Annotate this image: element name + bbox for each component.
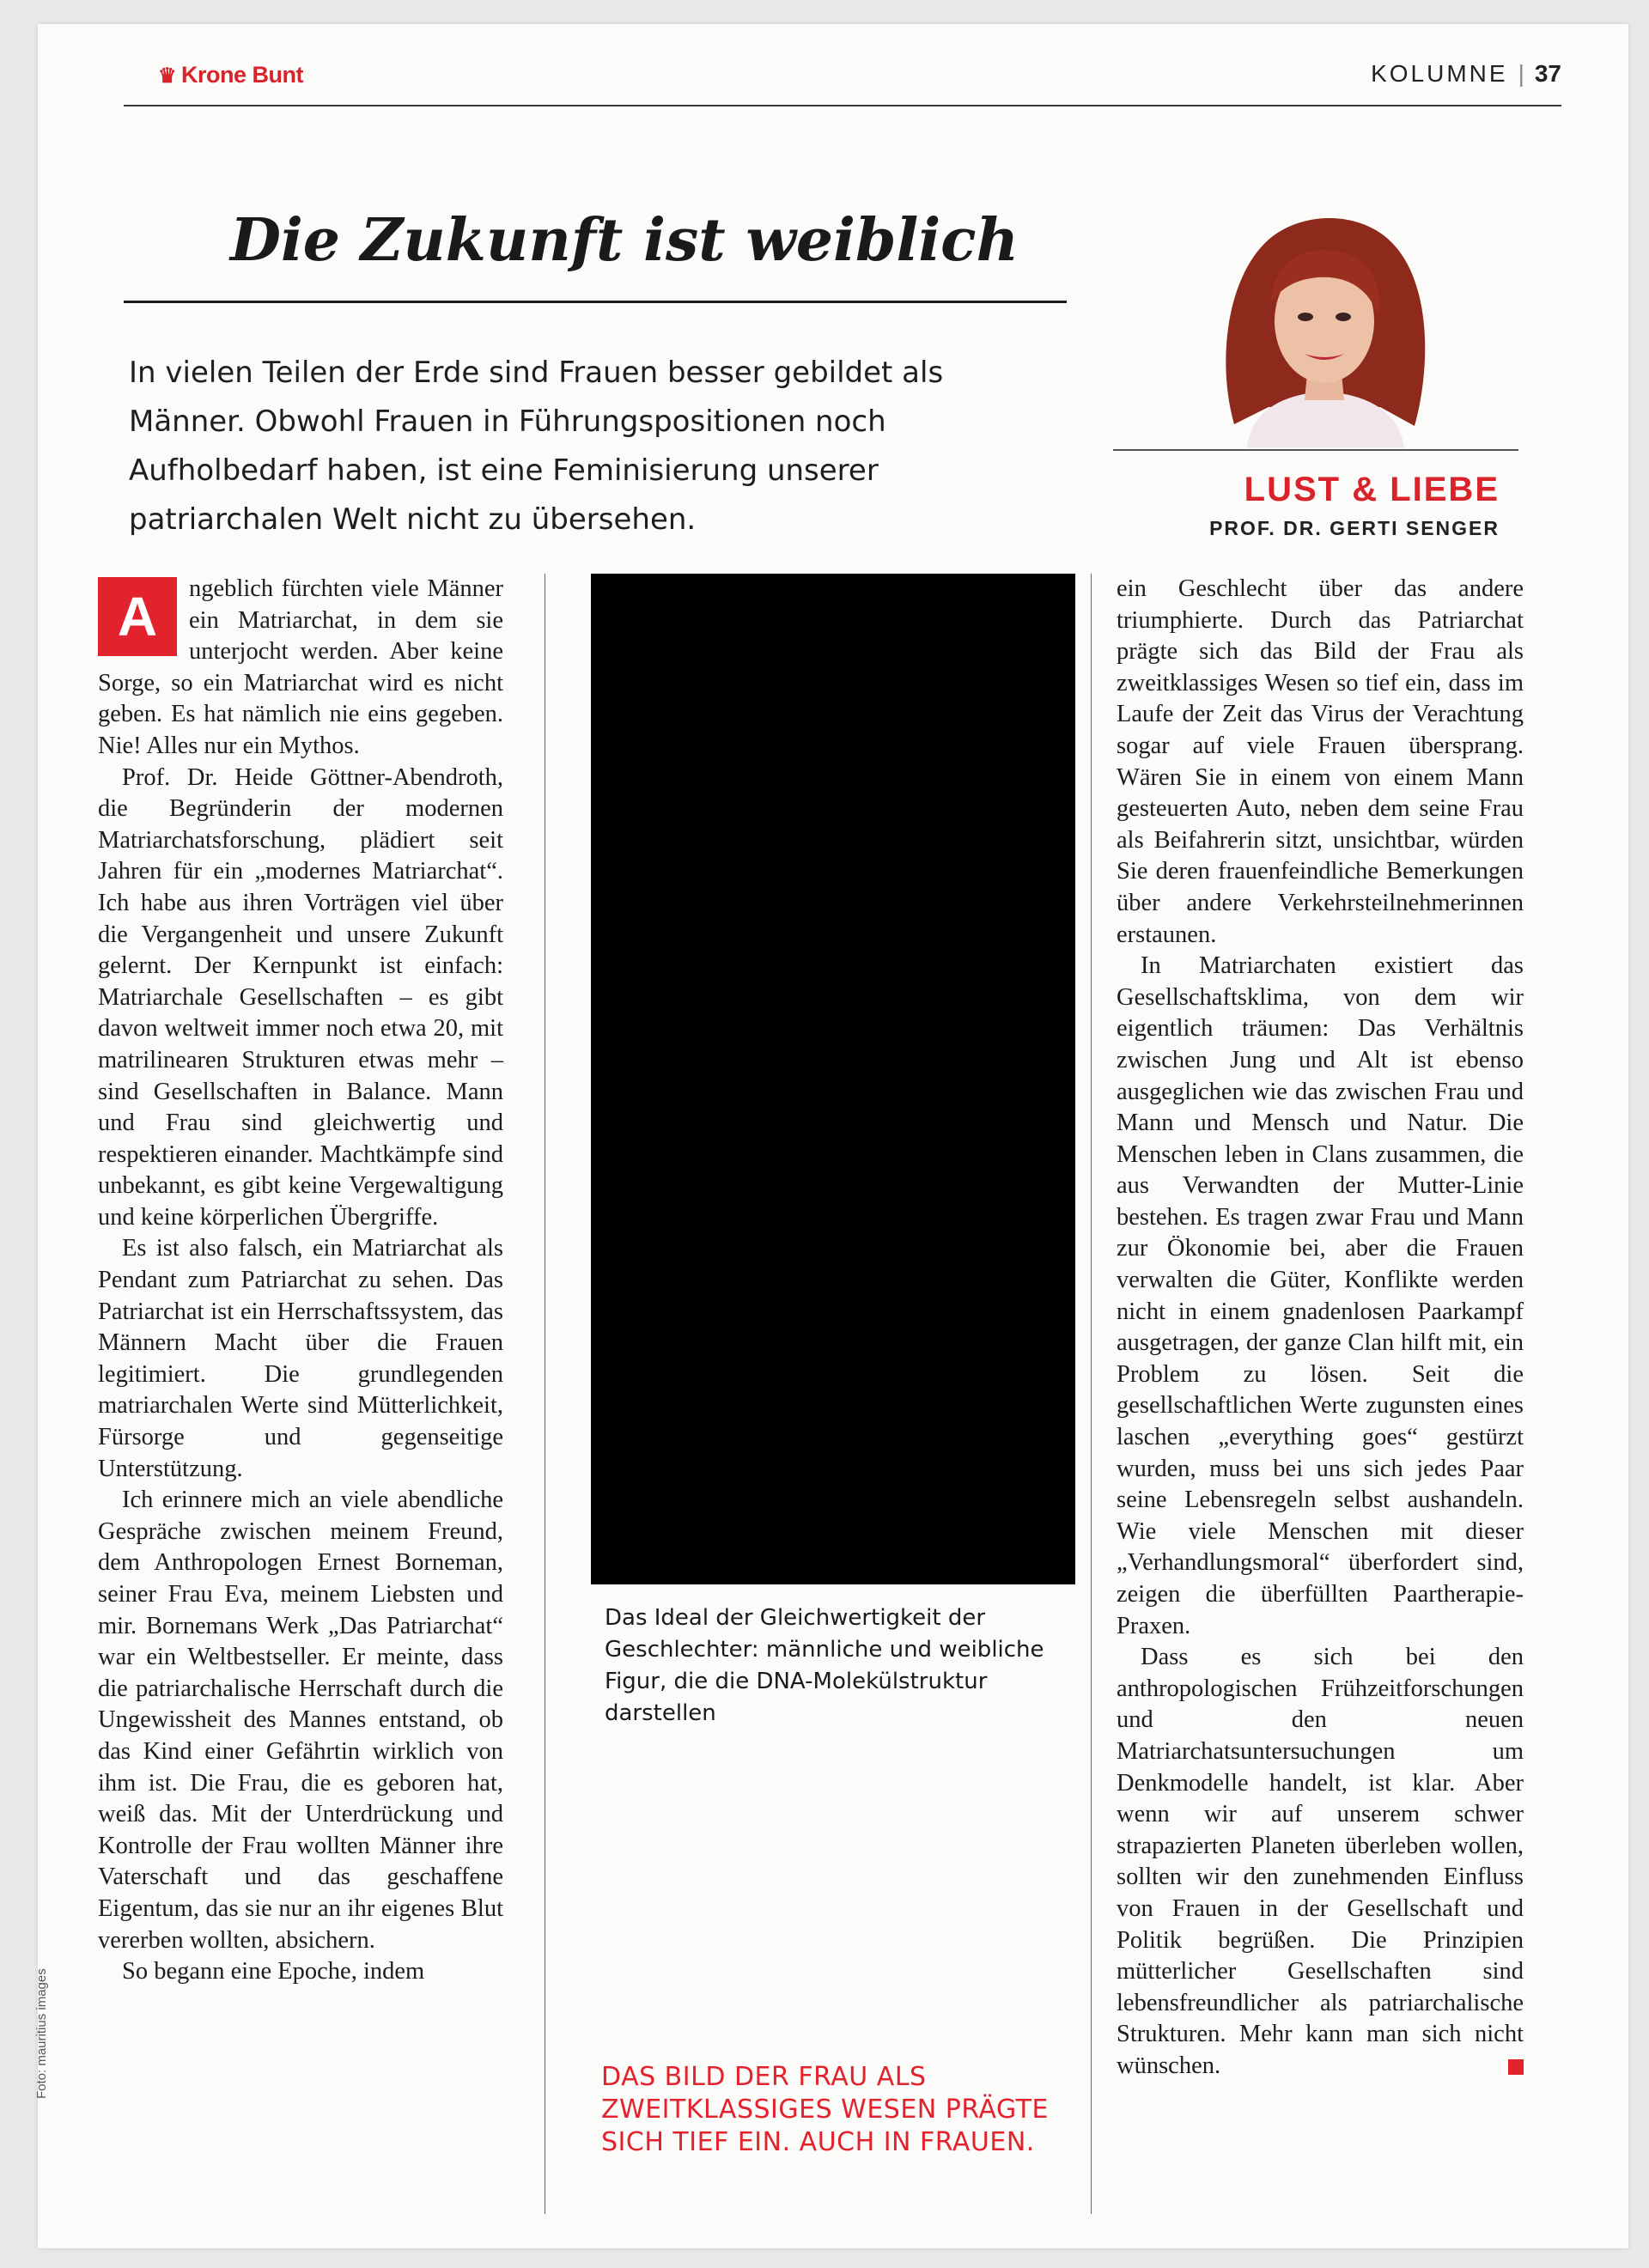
pull-quote: DAS BILD DER FRAU ALS ZWEITKLASSIGES WESEN PRÄGTE SICH TIEF EIN. AUCH IN FRAUEN. <box>601 2062 1049 2157</box>
portrait-illustration <box>1200 201 1449 447</box>
newspaper-page <box>34 24 1628 2248</box>
paragraph: Dass es sich bei den anthropologischen Frühzeitforschungen und den neuen Matriarchatsuntersuchungen um Denkmodelle handelt, ist klar. Aber wenn wir auf unserem schwer strapazierten Planeten überleben wollen, sollten wir den zunehmenden Einfluss von Frauen in der Gesellschaft und Politik begrüßen. Die Prinzipien mütterlicher Gesellschaften sind lebensfreundlicher als patriarchalische Strukturen. Mehr kann man sich nicht wünschen. <box>1117 1644 1524 2079</box>
photo-caption: Das Ideal der Gleichwertigkeit der Geschlechter: männliche und weibliche Figur, die die DNA-Molekülstruktur darstellen <box>605 1605 1044 1726</box>
article-column-3 <box>1117 574 1524 2083</box>
crown-icon: ♛ <box>158 64 177 88</box>
article-lead: In vielen Teilen der Erde sind Frauen besser gebildet als Männer. Obwohl Frauen in Führungspositionen noch Aufholbedarf haben, ist eine Feminisierung unserer patriarchalen Welt nicht zu übersehen. <box>129 356 944 537</box>
paragraph: In Matriarchaten existiert das Gesellschaftsklima, von dem wir eigentlich träumen: Das Verhältnis zwischen Jung und Alt ist ebenso ausgeglichen wie das zwischen Frau und Mann und Mensch und Natur. Die Menschen leben in Clans zusammen, die aus Verwandten der Mutter-Linie bestehen. Es tragen zwar Frau und Mann zur Ökonomie bei, aber die Frauen verwalten die Güter, Konflikte werden nicht in einem gnadenlosen Paarkampf ausgetragen, der ganze Clan hilft mit, ein Problem zu lösen. Seit die gesellschaftlichen Werte zugunsten eines laschen „everything goes“ gestürzt wurden, muss bei uns sich jedes Paar seine Lebensregeln selbst aushandeln. Wie viele Menschen mit dieser „Verhandlungsmoral“ überfordert sind, zeigen die überfüllten Paartherapie-Praxen. <box>1117 952 1524 1639</box>
paragraph: A ngeblich fürchten viele Männer ein Matriarchat, in dem sie unterjocht werden. Aber keine Sorge, so ein Matriarchat wird es nicht geben. Es hat nämlich nie eins gegeben. Nie! Alles nur ein Mythos. <box>98 575 503 759</box>
paragraph: Prof. Dr. Heide Göttner-Abendroth, die Begründerin der modernen Matriarchatsforschung, plädiert seit Jahren für ein „modernes Matriarchat“. Ich habe aus ihren Vorträgen viel über die Vergangenheit und unsere Zukunft gelernt. Der Kernpunkt ist einfach: Matriarchale Gesellschaften – es gibt davon weltweit immer noch etwa 20, mit matrilinearen Strukturen etwas mehr – sind Gesellschaften in Balance. Mann und Frau sind gleichwertig und respektieren einander. Machtkämpfe sind unbekannt, es gibt keine Vergewaltigung und keine körperlichen Übergriffe. <box>98 763 503 1231</box>
paragraph: So begann eine Epoche, indem <box>122 1958 425 1985</box>
portrait-divider <box>1113 449 1518 451</box>
author-portrait <box>1200 201 1449 447</box>
section-name: KOLUMNE <box>1371 60 1508 87</box>
column-divider <box>1091 574 1092 2214</box>
headline-divider <box>124 301 1067 303</box>
paragraph: ein Geschlecht über das andere triumphierte. Durch das Patriarchat prägte sich das Bild der Frau als zweitklassiges Wesen so tief ein, dass im Laufe der Zeit das Virus der Verachtung sogar auf viele Frauen übersprang. Wären Sie in einem von einem Mann gesteuerten Auto, neben dem seine Frau als Beifahrerin sitzt, unsichtbar, würden Sie deren frauenfeindliche Bemerkungen über andere Verkehrsteilnehmerinnen erstaunen. <box>1117 575 1524 948</box>
page-number: 37 <box>1534 60 1561 87</box>
column-title: LUST & LIEBE <box>1244 471 1500 508</box>
article-photo-redacted <box>591 574 1075 1584</box>
brand-name: Krone Bunt <box>181 62 303 88</box>
page-header <box>124 24 1561 106</box>
column-author: PROF. DR. GERTI SENGER <box>1209 517 1500 539</box>
photo-credit: Foto: mauritius images <box>34 1968 49 2099</box>
end-of-article-icon <box>1508 2059 1524 2075</box>
paragraph: Es ist also falsch, ein Matriarchat als Pendant zum Patriarchat zu sehen. Das Patriarchat ist ein Herrschaftssystem, das Männern Macht über die Frauen legitimiert. Die grundlegenden matriarchalen Werte sind Mütterlichkeit, Fürsorge und gegenseitige Unterstützung. <box>98 1235 503 1482</box>
article-column-1 <box>98 574 503 1988</box>
brand-logo <box>158 62 303 88</box>
article-headline: Die Zukunft ist weiblich <box>229 206 1019 275</box>
paragraph: Ich erinnere mich an viele abendliche Gespräche zwischen meinem Freund, dem Anthropologen Ernest Borneman, seiner Frau Eva, meinem Liebsten und mir. Bornemans Werk „Das Patriarchat“ war ein Weltbestseller. Er meinte, dass die patriarchalische Herrschaft durch die Ungewissheit des Mannes entstand, ob das Kind einer Gefährtin wirklich von ihm ist. Die Frau, die es geboren hat, weiß das. Mit der Unterdrückung und Kontrolle der Frau wollten Männer ihre Vaterschaft und das geschaffene Eigentum, das sie nur an ihr eigenes Blut vererben wollten, absichern. <box>98 1487 503 1954</box>
section-label: KOLUMNE | 37 <box>1371 60 1561 87</box>
drop-cap: A <box>98 577 177 656</box>
